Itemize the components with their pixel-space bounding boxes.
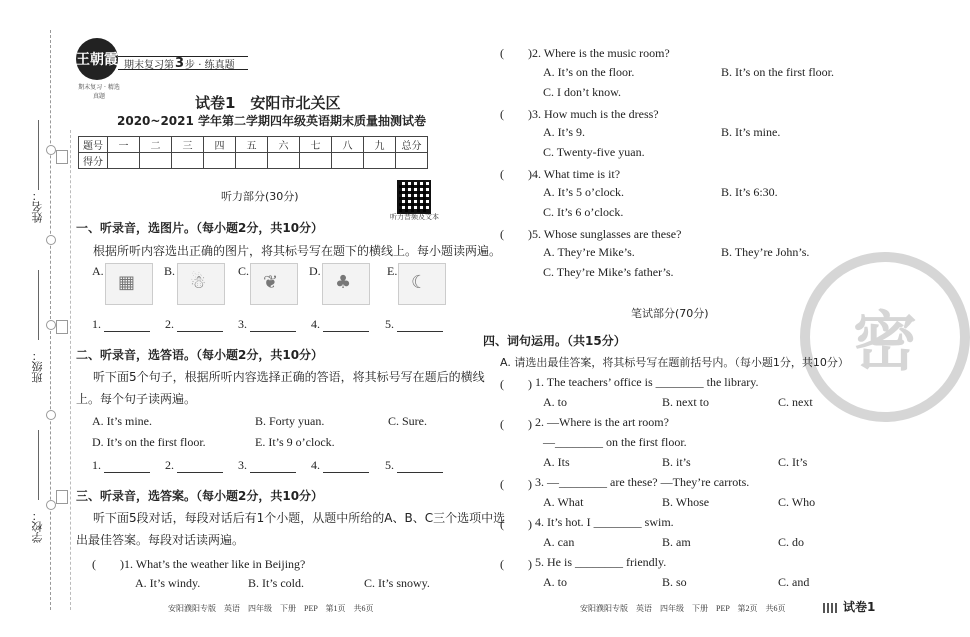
listening-title: 听力部分(30分) <box>221 190 299 203</box>
score-header-cell: 六 <box>268 137 300 153</box>
choice-b[interactable]: B. next to <box>662 395 709 409</box>
score-header-cell: 九 <box>364 137 396 153</box>
choice-a[interactable]: A. It’s 9. <box>543 125 585 139</box>
option-label: E. <box>387 264 398 278</box>
part2-option-a: A. It’s mine. <box>92 414 152 428</box>
score-cell[interactable] <box>172 153 204 169</box>
score-cell[interactable] <box>396 153 428 169</box>
step-suffix: 步 · 练真题 <box>185 59 235 71</box>
score-cell[interactable] <box>140 153 172 169</box>
name-field[interactable] <box>38 120 39 190</box>
question-stem: 3. —________ are these? —They’re carrots. <box>535 475 750 489</box>
choice-a[interactable]: A. What <box>543 495 584 509</box>
score-cell[interactable] <box>236 153 268 169</box>
option-label: A. <box>92 264 104 278</box>
beans-icon: ❦ <box>263 272 279 293</box>
question-stem: 5. He is ________ friendly. <box>535 555 667 569</box>
answer-blank-4[interactable]: 4. <box>311 317 369 332</box>
choice-b[interactable]: B. Whose <box>662 495 710 509</box>
choice-c[interactable]: C. It’s snowy. <box>364 576 430 590</box>
choice-c[interactable]: C. Twenty-five yuan. <box>543 145 645 159</box>
answer-paren[interactable]: ( ) <box>500 557 532 571</box>
part4-heading: 四、词句运用。（共15分） <box>483 334 626 348</box>
question-stem: 4. It’s hot. I ________ swim. <box>535 515 674 529</box>
part1-heading: 一、听录音，选图片。（每小题2分，共10分） <box>76 221 324 235</box>
score-header-cell: 二 <box>140 137 172 153</box>
option-label: B. <box>164 264 176 278</box>
question-stem-cont: —________ on the first floor. <box>543 435 687 449</box>
answer-paren[interactable]: ( ) <box>500 517 532 531</box>
score-header-cell: 题号 <box>79 137 108 153</box>
answer-paren[interactable]: ( ) <box>500 377 532 391</box>
choice-c[interactable]: C. next <box>778 395 813 409</box>
brand-logo-subtitle: 期末复习 · 精选真题 <box>78 84 120 100</box>
score-cell[interactable] <box>204 153 236 169</box>
answer-blank-1[interactable]: 1. <box>92 317 150 332</box>
school-field[interactable] <box>38 430 39 500</box>
choice-c[interactable]: C. It’s 6 o’clock. <box>543 205 624 219</box>
choice-c[interactable]: C. do <box>778 535 805 549</box>
step-banner <box>118 56 248 70</box>
class-field[interactable] <box>38 270 39 340</box>
paper-title: 试卷1 安阳市北关区 <box>195 94 341 112</box>
class-label: 班级： <box>31 350 44 383</box>
choice-a[interactable]: A. It’s 5 o’clock. <box>543 185 624 199</box>
school-label: 学校： <box>31 510 44 543</box>
choice-b[interactable]: B. It’s cold. <box>248 576 304 590</box>
score-cell[interactable] <box>364 153 396 169</box>
choice-b[interactable]: B. It’s mine. <box>721 125 781 139</box>
answer-blank-3[interactable]: 3. <box>238 317 296 332</box>
footer-right: 安阳濮阳专版 英语 四年级 下册 PEP 第2页 共6页 <box>580 604 786 613</box>
punch-hole <box>46 500 56 510</box>
choice-c[interactable]: C. and <box>778 575 810 589</box>
seal-box <box>56 490 68 504</box>
answer-blank-3[interactable]: 3. <box>238 458 296 473</box>
punch-hole <box>46 410 56 420</box>
choice-c[interactable]: C. Who <box>778 495 816 509</box>
punch-hole <box>46 320 56 330</box>
punch-hole <box>46 145 56 155</box>
question-stem: 1. The teachers’ office is ________ the library. <box>535 375 759 389</box>
score-cell[interactable] <box>300 153 332 169</box>
seal-line <box>70 130 71 610</box>
sweater-icon: ♣ <box>335 272 352 293</box>
part3-instruction: 听下面5段对话，每段对话后有1个小题，从题中所给的A、B、C三个选项中选 <box>93 511 506 525</box>
choice-a[interactable]: A. It’s windy. <box>135 576 201 590</box>
answer-paren[interactable]: ( ) <box>500 417 532 431</box>
page-tag <box>823 598 875 615</box>
question-stem: 2. —Where is the art room? <box>535 415 669 429</box>
part2-option-e: E. It’s 9 o’clock. <box>255 435 335 449</box>
window-icon: ▦ <box>118 272 136 293</box>
choice-a[interactable]: A. to <box>543 575 567 589</box>
qr-caption: 听力音频及文本 <box>390 213 439 221</box>
name-label: 姓名： <box>31 190 44 223</box>
question-stem[interactable]: ( )2. Where is the music room? <box>500 46 670 60</box>
score-header-cell: 七 <box>300 137 332 153</box>
answer-blank-2[interactable]: 2. <box>165 458 223 473</box>
part1-instruction: 根据所听内容选出正确的图片，将其标号写在题下的横线上。每小题读两遍。 <box>93 244 502 258</box>
score-header-cell: 八 <box>332 137 364 153</box>
score-header-cell: 一 <box>108 137 140 153</box>
step-number: 3 <box>175 55 185 71</box>
score-header-cell: 五 <box>236 137 268 153</box>
snowman-icon: ☃ <box>190 272 207 293</box>
score-header-cell: 三 <box>172 137 204 153</box>
choice-c[interactable]: C. I don’t know. <box>543 85 621 99</box>
part2-instruction: 听下面5个句子，根据所听内容选择正确的答语，将其标号写在题后的横线 <box>93 370 485 384</box>
answer-blank-1[interactable]: 1. <box>92 458 150 473</box>
part2-instruction-cont: 上。每个句子读两遍。 <box>76 392 197 406</box>
choice-b[interactable]: B. It’s 6:30. <box>721 185 778 199</box>
qr-code-icon[interactable] <box>397 180 431 214</box>
seal-box <box>56 150 68 164</box>
option-label: C. <box>238 264 250 278</box>
answer-blank-5[interactable]: 5. <box>385 458 443 473</box>
choice-b[interactable]: B. They’re John’s. <box>721 245 810 259</box>
part2-option-d: D. It’s on the first floor. <box>92 435 206 449</box>
choice-b[interactable]: B. am <box>662 535 691 549</box>
score-row-label: 得分 <box>79 153 108 169</box>
part2-option-c: C. Sure. <box>388 414 427 428</box>
score-table <box>78 136 428 169</box>
footer-left: 安阳濮阳专版 英语 四年级 下册 PEP 第1页 共6页 <box>168 604 374 613</box>
score-cell[interactable] <box>268 153 300 169</box>
choice-a[interactable]: A. to <box>543 395 567 409</box>
score-cell[interactable] <box>108 153 140 169</box>
picture-e-sleeping <box>398 263 446 305</box>
answer-blank-5[interactable]: 5. <box>385 317 443 332</box>
paper-subtitle: 2020~2021 学年第二学期四年级英语期末质量抽测试卷 <box>117 114 427 128</box>
part2-heading: 二、听录音，选答语。（每小题2分，共10分） <box>76 348 324 362</box>
option-label: D. <box>309 264 321 278</box>
score-cell[interactable] <box>332 153 364 169</box>
step-prefix: 期末复习第 <box>124 59 174 71</box>
question-stem[interactable]: ( )3. How much is the dress? <box>500 107 659 121</box>
question-stem[interactable]: ( )4. What time is it? <box>500 167 621 181</box>
picture-b-snowman <box>177 263 225 305</box>
picture-c-beans <box>250 263 298 305</box>
choice-b[interactable]: B. It’s on the first floor. <box>721 65 834 79</box>
answer-paren[interactable]: ( ) <box>500 477 532 491</box>
choice-b[interactable]: B. so <box>662 575 687 589</box>
choice-c[interactable]: C. It’s <box>778 455 808 469</box>
part3-heading: 三、听录音，选答案。（每小题2分，共10分） <box>76 489 324 503</box>
score-header-cell: 总分 <box>396 137 428 153</box>
writing-title: 笔试部分(70分) <box>631 307 709 320</box>
picture-d-sweater <box>322 263 370 305</box>
brand-logo: 王朝霞 <box>76 38 118 80</box>
bed-icon: ☾ <box>411 272 428 293</box>
choice-c[interactable]: C. They’re Mike’s father’s. <box>543 265 674 279</box>
page-tag-label: 试卷1 <box>843 600 876 614</box>
part4-subheading: A. 请选出最佳答案，将其标号写在题前括号内。（每小题1分，共10分） <box>500 356 849 369</box>
choice-a[interactable]: A. They’re Mike’s. <box>543 245 635 259</box>
choice-a[interactable]: A. It’s on the floor. <box>543 65 635 79</box>
seal-watermark: 密 <box>800 252 970 422</box>
answer-blank-2[interactable]: 2. <box>165 317 223 332</box>
punch-hole <box>46 235 56 245</box>
barcode-icon <box>823 603 839 613</box>
part2-option-b: B. Forty yuan. <box>255 414 325 428</box>
score-header-cell: 四 <box>204 137 236 153</box>
seal-box <box>56 320 68 334</box>
question-stem[interactable]: ( )1. What’s the weather like in Beijing? <box>92 557 306 571</box>
question-stem[interactable]: ( )5. Whose sunglasses are these? <box>500 227 682 241</box>
picture-a-window <box>105 263 153 305</box>
choice-b[interactable]: B. it’s <box>662 455 691 469</box>
answer-blank-4[interactable]: 4. <box>311 458 369 473</box>
choice-a[interactable]: A. Its <box>543 455 570 469</box>
part3-instruction-cont: 出最佳答案。每段对话读两遍。 <box>76 533 245 547</box>
choice-a[interactable]: A. can <box>543 535 575 549</box>
